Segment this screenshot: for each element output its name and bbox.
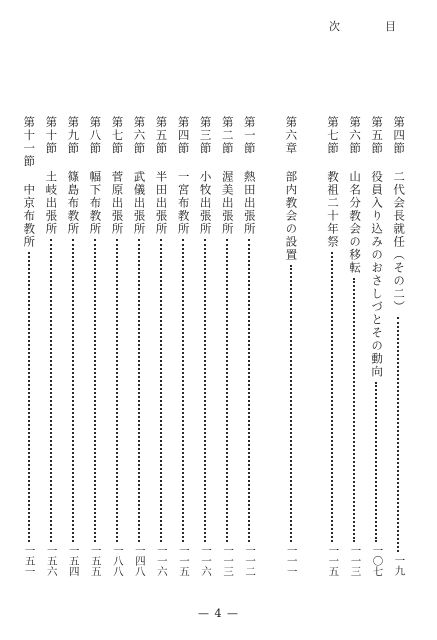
toc-entry	[62, 116, 84, 576]
page-number: — 4 —	[198, 607, 239, 620]
dot-leader	[290, 265, 293, 542]
toc-entry	[150, 116, 172, 576]
toc-entry-page: 一一二	[244, 544, 257, 576]
dot-leader	[182, 239, 185, 542]
toc-entry	[388, 116, 410, 576]
table-of-contents	[18, 116, 410, 576]
toc-entry-title: 第六節 山名分教会の移転	[348, 116, 363, 275]
toc-entry-title: 第二節 渥美出張所	[220, 116, 235, 236]
toc-entry-page: 一五一	[23, 544, 36, 576]
toc-entry-page: 一一三	[349, 544, 362, 576]
toc-entry	[128, 116, 150, 576]
toc-entry	[239, 116, 261, 576]
toc-entry-title: 第八節 幅下布教所	[88, 116, 103, 236]
dot-leader	[94, 239, 97, 542]
toc-entry-title: 第十節 土岐出張所	[44, 116, 59, 236]
toc-entry-page: 一一六	[200, 544, 213, 576]
toc-entry-page: 一五六	[45, 544, 58, 576]
toc-entry-page: 一四八	[133, 544, 146, 576]
toc-entry-page: 一一三	[222, 544, 235, 576]
toc-entry-title: 第五節 役員入り込みのおさしづとその動向	[370, 116, 385, 379]
toc-entry	[172, 116, 194, 576]
dot-leader	[375, 382, 378, 542]
toc-entry-page: 一〇七	[371, 544, 384, 576]
toc-entry	[106, 116, 128, 576]
page-header	[329, 18, 397, 34]
toc-entry-title: 第六節 武儀出張所	[132, 116, 147, 236]
toc-entry-title: 第一節 熱田出張所	[242, 116, 257, 236]
toc-entry-title: 第九節 篠島布教所	[66, 116, 81, 236]
toc-entry	[216, 116, 238, 576]
dot-leader	[397, 317, 400, 553]
toc-entry-page: 一一五	[327, 544, 340, 576]
toc-entry-page: 一八八	[111, 544, 124, 576]
toc-entry	[84, 116, 106, 576]
toc-entry-title: 第十一節 中京布教所	[22, 116, 37, 249]
toc-entry-page: 一一一	[285, 544, 298, 576]
toc-entry-title: 第四節 一宮布教所	[176, 116, 191, 236]
toc-entry	[366, 116, 388, 576]
toc-entry-title: 第七節 教祖二十年祭	[326, 116, 341, 249]
toc-chapter-title: 第六章 部内教会の設置	[284, 116, 299, 262]
toc-entry-title: 第七節 菅原出張所	[110, 116, 125, 236]
dot-leader	[72, 239, 75, 542]
dot-leader	[353, 278, 356, 542]
dot-leader	[204, 239, 207, 542]
toc-chapter	[280, 116, 302, 576]
toc-entry	[18, 116, 40, 576]
header-left-char: 目	[385, 20, 397, 33]
toc-entry-page: 一五五	[89, 544, 102, 576]
dot-leader	[160, 239, 163, 542]
toc-entry	[322, 116, 344, 576]
dot-leader	[226, 239, 229, 542]
toc-entry	[344, 116, 366, 576]
toc-entry-title: 第三節 小牧出張所	[198, 116, 213, 236]
dot-leader	[138, 239, 141, 542]
toc-entry-title: 第五節 半田出張所	[154, 116, 169, 236]
toc-entry-title: 第四節 二代会長就任（その二）	[392, 116, 407, 314]
section-spacer	[261, 116, 281, 576]
dot-leader	[116, 239, 119, 542]
dot-leader	[28, 252, 31, 542]
toc-entry	[40, 116, 62, 576]
dot-leader	[50, 239, 53, 542]
dot-leader	[248, 239, 251, 542]
toc-entry	[194, 116, 216, 576]
toc-entry-page: 一一六	[155, 544, 168, 576]
toc-entry-page: 一一五	[177, 544, 190, 576]
toc-entry-page: 一五四	[67, 544, 80, 576]
section-spacer	[302, 116, 322, 576]
dot-leader	[331, 252, 334, 542]
toc-entry-page: 一九	[393, 555, 406, 576]
header-right-char: 次	[329, 20, 341, 33]
